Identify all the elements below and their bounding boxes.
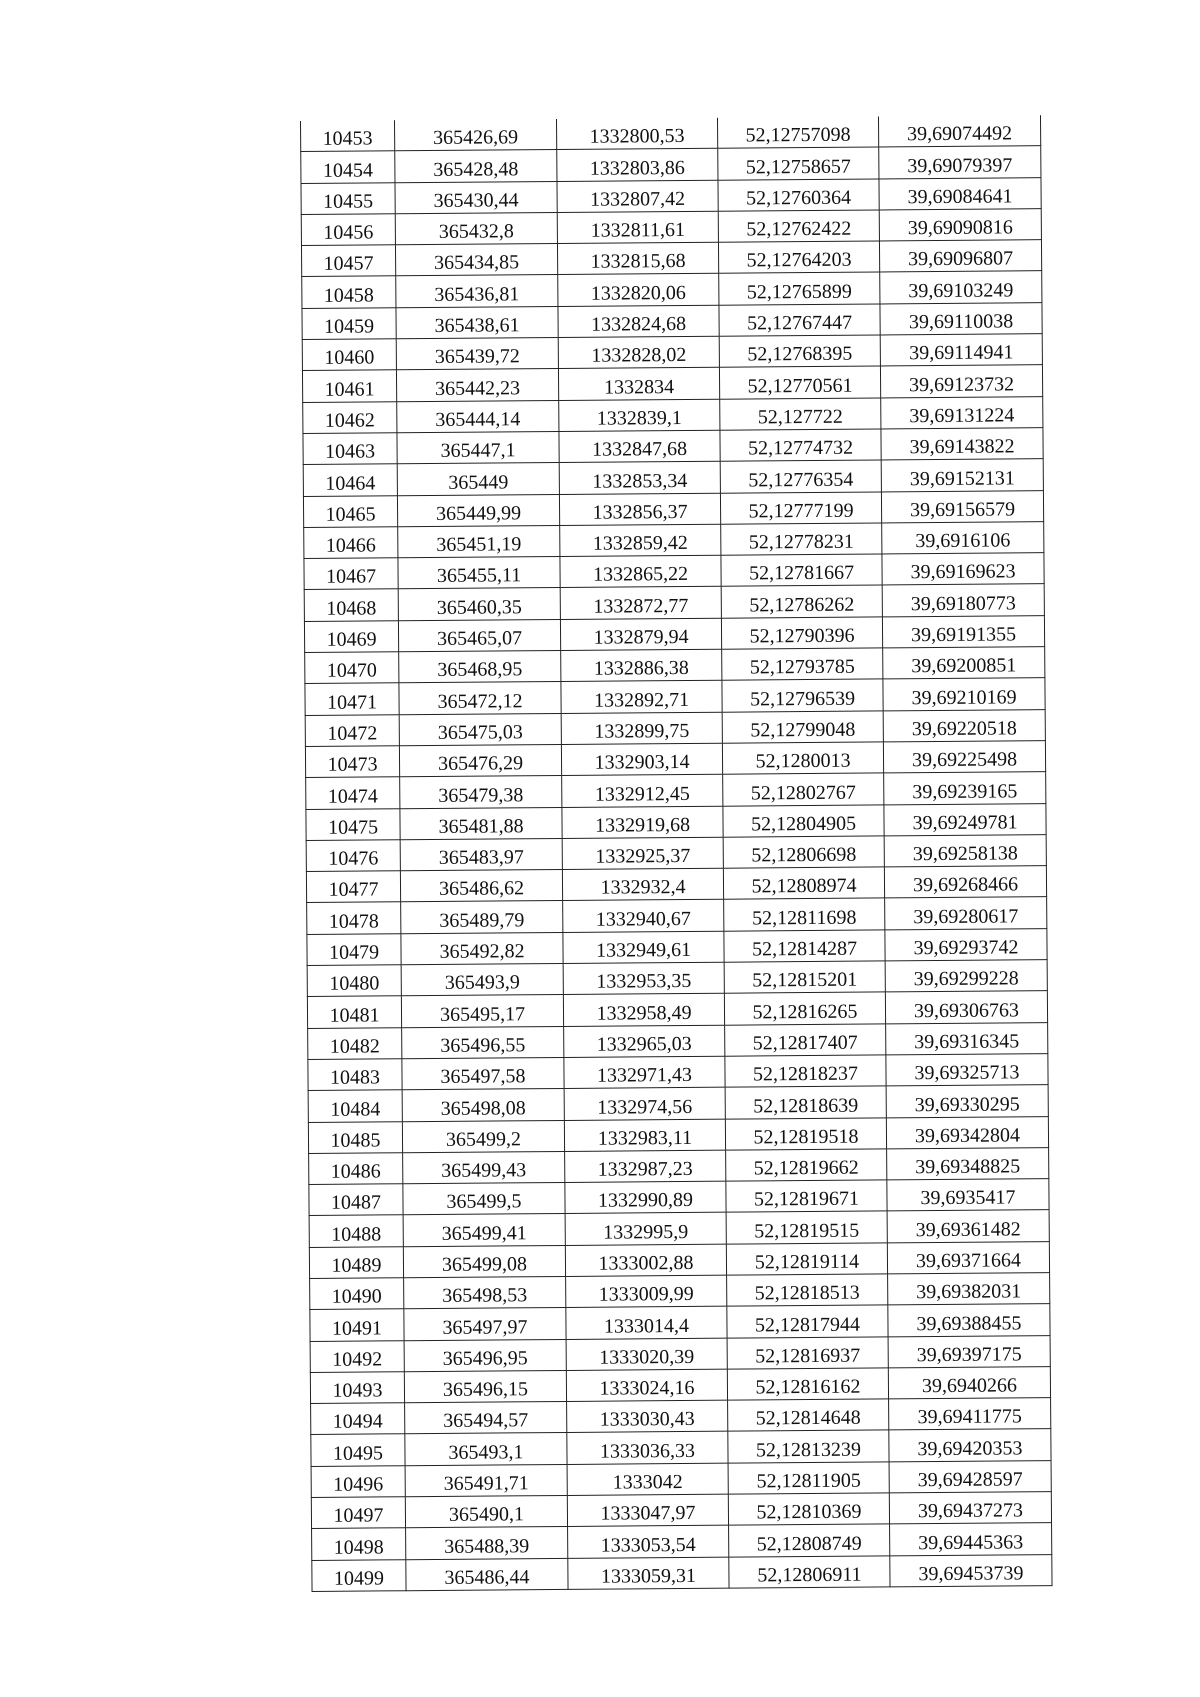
y-coordinate-cell: 1332940,67 xyxy=(563,900,724,933)
latitude-cell: 52,12819671 xyxy=(726,1180,887,1213)
table-row xyxy=(308,1022,1048,1059)
longitude-cell: 39,69316345 xyxy=(886,1022,1048,1055)
latitude-cell: 52,12818237 xyxy=(725,1055,886,1088)
x-coordinate-cell: 365499,08 xyxy=(403,1245,565,1278)
table-row xyxy=(303,428,1043,465)
y-coordinate-cell: 1332892,71 xyxy=(561,681,722,714)
latitude-cell: 52,12810369 xyxy=(728,1493,889,1526)
latitude-cell: 52,12768395 xyxy=(719,335,880,368)
longitude-cell: 39,69397175 xyxy=(888,1335,1050,1368)
point-number-cell: 10497 xyxy=(311,1497,405,1529)
longitude-cell: 39,69079397 xyxy=(879,146,1041,179)
longitude-cell: 39,69293742 xyxy=(885,928,1047,961)
table-row xyxy=(302,365,1042,402)
x-coordinate-cell: 365492,82 xyxy=(401,932,563,965)
longitude-cell: 39,69074492 xyxy=(878,115,1040,147)
point-number-cell: 10481 xyxy=(307,996,401,1028)
latitude-cell: 52,12819114 xyxy=(726,1243,887,1276)
longitude-cell: 39,69330295 xyxy=(886,1085,1048,1118)
table-row xyxy=(311,1398,1051,1435)
latitude-cell: 52,12776354 xyxy=(720,460,881,493)
point-number-cell: 10484 xyxy=(308,1090,402,1122)
table-row xyxy=(304,615,1044,652)
longitude-cell: 39,69342804 xyxy=(886,1116,1048,1149)
longitude-cell: 39,69348825 xyxy=(887,1147,1049,1180)
table-row xyxy=(305,741,1045,778)
longitude-cell: 39,69325713 xyxy=(886,1054,1048,1087)
latitude-cell: 52,12813239 xyxy=(728,1430,889,1463)
y-coordinate-cell: 1333020,39 xyxy=(566,1338,727,1371)
longitude-cell: 39,69306763 xyxy=(885,991,1047,1024)
y-coordinate-cell: 1332912,45 xyxy=(562,774,723,807)
latitude-cell: 52,12819662 xyxy=(726,1149,887,1182)
latitude-cell: 52,12817944 xyxy=(727,1305,888,1338)
latitude-cell: 52,12757098 xyxy=(717,116,878,148)
table-row xyxy=(301,240,1041,277)
y-coordinate-cell: 1332853,34 xyxy=(559,461,720,494)
table-row xyxy=(305,709,1045,746)
table-row xyxy=(302,271,1042,308)
table-row xyxy=(306,834,1046,871)
longitude-cell: 39,69103249 xyxy=(880,271,1042,304)
y-coordinate-cell: 1332834 xyxy=(558,368,719,401)
point-number-cell: 10480 xyxy=(307,965,401,997)
longitude-cell: 39,69180773 xyxy=(882,584,1044,617)
table-row xyxy=(311,1429,1051,1466)
y-coordinate-cell: 1332800,53 xyxy=(556,118,717,150)
table-row xyxy=(306,866,1046,903)
longitude-cell: 39,69382031 xyxy=(888,1273,1050,1306)
longitude-cell: 39,69225498 xyxy=(883,741,1045,774)
y-coordinate-cell: 1332828,02 xyxy=(558,336,719,369)
table-row xyxy=(308,1116,1048,1153)
y-coordinate-cell: 1332803,86 xyxy=(557,149,718,182)
longitude-cell: 39,69156579 xyxy=(881,490,1043,523)
latitude-cell: 52,12790396 xyxy=(721,617,882,650)
longitude-cell: 39,69249781 xyxy=(884,803,1046,836)
point-number-cell: 10466 xyxy=(304,527,398,559)
point-number-cell: 10463 xyxy=(303,433,397,465)
longitude-cell: 39,69123732 xyxy=(880,365,1042,398)
latitude-cell: 52,12819515 xyxy=(726,1211,887,1244)
x-coordinate-cell: 365483,97 xyxy=(400,838,562,871)
x-coordinate-cell: 365499,2 xyxy=(402,1120,564,1153)
table-row xyxy=(307,991,1047,1028)
x-coordinate-cell: 365442,23 xyxy=(396,369,558,402)
x-coordinate-cell: 365495,17 xyxy=(401,995,563,1028)
latitude-cell: 52,12796539 xyxy=(722,679,883,712)
latitude-cell: 52,12770561 xyxy=(719,366,880,399)
table-row xyxy=(311,1460,1051,1497)
x-coordinate-cell: 365428,48 xyxy=(395,150,557,183)
table-row xyxy=(305,647,1045,684)
table-row xyxy=(309,1147,1049,1184)
point-number-cell: 10489 xyxy=(309,1246,403,1278)
x-coordinate-cell: 365451,19 xyxy=(398,525,560,558)
table-row xyxy=(304,522,1044,559)
y-coordinate-cell: 1332987,23 xyxy=(565,1150,726,1183)
latitude-cell: 52,12817407 xyxy=(725,1024,886,1057)
point-number-cell: 10465 xyxy=(303,495,397,527)
x-coordinate-cell: 365486,62 xyxy=(400,870,562,903)
table-row xyxy=(301,209,1041,246)
x-coordinate-cell: 365455,11 xyxy=(398,557,560,590)
table-row xyxy=(306,772,1046,809)
x-coordinate-cell: 365476,29 xyxy=(399,744,561,777)
latitude-cell: 52,12762422 xyxy=(718,210,879,243)
latitude-cell: 52,12816162 xyxy=(727,1368,888,1401)
latitude-cell: 52,12781667 xyxy=(721,554,882,587)
longitude-cell: 39,6935417 xyxy=(887,1179,1049,1212)
point-number-cell: 10483 xyxy=(308,1059,402,1091)
longitude-cell: 39,69090816 xyxy=(879,209,1041,242)
longitude-cell: 39,69210169 xyxy=(883,678,1045,711)
table-row xyxy=(307,960,1047,997)
point-number-cell: 10461 xyxy=(302,370,396,402)
point-number-cell: 10488 xyxy=(309,1215,403,1247)
table-row xyxy=(306,803,1046,840)
longitude-cell: 39,69437273 xyxy=(889,1492,1051,1525)
x-coordinate-cell: 365447,1 xyxy=(397,431,559,464)
table-row xyxy=(310,1367,1050,1404)
latitude-cell: 52,12767447 xyxy=(719,304,880,337)
table-row xyxy=(302,302,1042,339)
longitude-cell: 39,69220518 xyxy=(883,709,1045,742)
table-row xyxy=(310,1304,1050,1341)
latitude-cell: 52,12818513 xyxy=(727,1274,888,1307)
latitude-cell: 52,12786262 xyxy=(721,585,882,618)
x-coordinate-cell: 365498,53 xyxy=(404,1276,566,1309)
table-row xyxy=(303,490,1043,527)
latitude-cell: 52,12764203 xyxy=(718,241,879,274)
y-coordinate-cell: 1332919,68 xyxy=(562,806,723,839)
longitude-cell: 39,69110038 xyxy=(880,302,1042,335)
point-number-cell: 10473 xyxy=(305,746,399,778)
table-row xyxy=(311,1492,1051,1529)
table-row xyxy=(308,1085,1048,1122)
latitude-cell: 52,12811905 xyxy=(728,1462,889,1495)
latitude-cell: 52,12760364 xyxy=(718,179,879,212)
latitude-cell: 52,12808974 xyxy=(723,867,884,900)
table-row xyxy=(301,146,1041,183)
longitude-cell: 39,69096807 xyxy=(879,240,1041,273)
table-row xyxy=(312,1554,1052,1591)
x-coordinate-cell: 365449,99 xyxy=(397,494,559,527)
longitude-cell: 39,69280617 xyxy=(885,897,1047,930)
y-coordinate-cell: 1332995,9 xyxy=(565,1213,726,1246)
point-number-cell: 10474 xyxy=(306,777,400,809)
point-number-cell: 10495 xyxy=(311,1434,405,1466)
point-number-cell: 10493 xyxy=(310,1372,404,1404)
x-coordinate-cell: 365465,07 xyxy=(398,619,560,652)
x-coordinate-cell: 365434,85 xyxy=(395,244,557,277)
x-coordinate-cell: 365481,88 xyxy=(400,807,562,840)
y-coordinate-cell: 1332856,37 xyxy=(559,493,720,526)
point-number-cell: 10492 xyxy=(310,1340,404,1372)
x-coordinate-cell: 365497,58 xyxy=(402,1057,564,1090)
y-coordinate-cell: 1332847,68 xyxy=(559,430,720,463)
point-number-cell: 10469 xyxy=(304,620,398,652)
x-coordinate-cell: 365468,95 xyxy=(399,651,561,684)
x-coordinate-cell: 365493,9 xyxy=(401,963,563,996)
latitude-cell: 52,12816937 xyxy=(727,1336,888,1369)
table-row xyxy=(304,584,1044,621)
longitude-cell: 39,69420353 xyxy=(889,1429,1051,1462)
y-coordinate-cell: 1332971,43 xyxy=(564,1056,725,1089)
y-coordinate-cell: 1332903,14 xyxy=(561,743,722,776)
longitude-cell: 39,69084641 xyxy=(879,177,1041,210)
y-coordinate-cell: 1332983,11 xyxy=(564,1119,725,1152)
y-coordinate-cell: 1332839,1 xyxy=(559,399,720,432)
longitude-cell: 39,69169623 xyxy=(882,553,1044,586)
latitude-cell: 52,12815201 xyxy=(724,961,885,994)
point-number-cell: 10464 xyxy=(303,464,397,496)
x-coordinate-cell: 365494,57 xyxy=(405,1402,567,1435)
x-coordinate-cell: 365426,69 xyxy=(394,119,556,151)
point-number-cell: 10490 xyxy=(310,1278,404,1310)
latitude-cell: 52,12814287 xyxy=(724,930,885,963)
latitude-cell: 52,12808749 xyxy=(729,1524,890,1557)
latitude-cell: 52,12777199 xyxy=(720,492,881,525)
point-number-cell: 10491 xyxy=(310,1309,404,1341)
y-coordinate-cell: 1332859,42 xyxy=(560,524,721,557)
x-coordinate-cell: 365499,41 xyxy=(403,1214,565,1247)
table-row xyxy=(307,928,1047,965)
y-coordinate-cell: 1332965,03 xyxy=(564,1025,725,1058)
longitude-cell: 39,69361482 xyxy=(887,1210,1049,1243)
coordinate-table-sheet xyxy=(300,115,1052,1592)
y-coordinate-cell: 1332824,68 xyxy=(558,305,719,338)
longitude-cell: 39,69200851 xyxy=(883,647,1045,680)
y-coordinate-cell: 1332865,22 xyxy=(560,555,721,588)
longitude-cell: 39,69445363 xyxy=(890,1523,1052,1556)
table-row xyxy=(307,897,1047,934)
point-number-cell: 10498 xyxy=(312,1528,406,1560)
x-coordinate-cell: 365436,81 xyxy=(396,275,558,308)
longitude-cell: 39,69258138 xyxy=(884,834,1046,867)
latitude-cell: 52,1280013 xyxy=(722,742,883,775)
longitude-cell: 39,69143822 xyxy=(881,428,1043,461)
longitude-cell: 39,69131224 xyxy=(881,396,1043,429)
point-number-cell: 10487 xyxy=(309,1184,403,1216)
latitude-cell: 52,12811698 xyxy=(724,898,885,931)
point-number-cell: 10499 xyxy=(312,1559,406,1591)
x-coordinate-cell: 365498,08 xyxy=(402,1089,564,1122)
point-number-cell: 10496 xyxy=(311,1465,405,1497)
latitude-cell: 52,12774732 xyxy=(720,429,881,462)
x-coordinate-cell: 365496,95 xyxy=(404,1339,566,1372)
y-coordinate-cell: 1333014,4 xyxy=(566,1306,727,1339)
latitude-cell: 52,127722 xyxy=(720,398,881,431)
point-number-cell: 10494 xyxy=(311,1403,405,1435)
x-coordinate-cell: 365432,8 xyxy=(395,212,557,245)
point-number-cell: 10458 xyxy=(302,276,396,308)
longitude-cell: 39,6940266 xyxy=(888,1367,1050,1400)
latitude-cell: 52,12819518 xyxy=(725,1117,886,1150)
y-coordinate-cell: 1333024,16 xyxy=(566,1369,727,1402)
x-coordinate-cell: 365488,39 xyxy=(406,1527,568,1560)
latitude-cell: 52,12765899 xyxy=(719,272,880,305)
coordinate-table xyxy=(300,115,1053,1592)
y-coordinate-cell: 1333047,97 xyxy=(567,1494,728,1527)
point-number-cell: 10482 xyxy=(308,1027,402,1059)
x-coordinate-cell: 365490,1 xyxy=(405,1496,567,1529)
latitude-cell: 52,12814648 xyxy=(728,1399,889,1432)
longitude-cell: 39,69453739 xyxy=(890,1554,1052,1587)
table-row xyxy=(309,1179,1049,1216)
x-coordinate-cell: 365496,15 xyxy=(404,1370,566,1403)
table-row xyxy=(300,115,1040,152)
y-coordinate-cell: 1333059,31 xyxy=(568,1557,729,1590)
x-coordinate-cell: 365499,43 xyxy=(403,1151,565,1184)
x-coordinate-cell: 365479,38 xyxy=(400,776,562,809)
longitude-cell: 39,69299228 xyxy=(885,960,1047,993)
y-coordinate-cell: 1333030,43 xyxy=(567,1400,728,1433)
point-number-cell: 10455 xyxy=(301,182,395,214)
latitude-cell: 52,12799048 xyxy=(722,711,883,744)
point-number-cell: 10472 xyxy=(305,714,399,746)
y-coordinate-cell: 1332872,77 xyxy=(560,587,721,620)
point-number-cell: 10486 xyxy=(309,1153,403,1185)
point-number-cell: 10471 xyxy=(305,683,399,715)
x-coordinate-cell: 365439,72 xyxy=(396,338,558,371)
y-coordinate-cell: 1332815,68 xyxy=(557,242,718,275)
point-number-cell: 10468 xyxy=(304,589,398,621)
point-number-cell: 10453 xyxy=(300,120,394,152)
x-coordinate-cell: 365491,71 xyxy=(405,1464,567,1497)
longitude-cell: 39,69152131 xyxy=(881,459,1043,492)
x-coordinate-cell: 365489,79 xyxy=(401,901,563,934)
latitude-cell: 52,12806911 xyxy=(729,1556,890,1589)
x-coordinate-cell: 365496,55 xyxy=(402,1026,564,1059)
y-coordinate-cell: 1332949,61 xyxy=(563,931,724,964)
y-coordinate-cell: 1333036,33 xyxy=(567,1432,728,1465)
y-coordinate-cell: 1332932,4 xyxy=(562,868,723,901)
longitude-cell: 39,69411775 xyxy=(889,1398,1051,1431)
x-coordinate-cell: 365438,61 xyxy=(396,306,558,339)
x-coordinate-cell: 365475,03 xyxy=(399,713,561,746)
x-coordinate-cell: 365497,97 xyxy=(404,1308,566,1341)
x-coordinate-cell: 365499,5 xyxy=(403,1183,565,1216)
y-coordinate-cell: 1333009,99 xyxy=(566,1275,727,1308)
table-row xyxy=(308,1054,1048,1091)
x-coordinate-cell: 365444,14 xyxy=(397,400,559,433)
table-row xyxy=(301,177,1041,214)
longitude-cell: 39,69388455 xyxy=(888,1304,1050,1337)
x-coordinate-cell: 365493,1 xyxy=(405,1433,567,1466)
point-number-cell: 10475 xyxy=(306,808,400,840)
point-number-cell: 10477 xyxy=(306,871,400,903)
longitude-cell: 39,69114941 xyxy=(880,334,1042,367)
y-coordinate-cell: 1332807,42 xyxy=(557,180,718,213)
x-coordinate-cell: 365486,44 xyxy=(406,1558,568,1591)
latitude-cell: 52,12778231 xyxy=(721,523,882,556)
table-row xyxy=(309,1210,1049,1247)
y-coordinate-cell: 1332974,56 xyxy=(564,1087,725,1120)
y-coordinate-cell: 1332811,61 xyxy=(557,211,718,244)
y-coordinate-cell: 1333042 xyxy=(567,1463,728,1496)
longitude-cell: 39,6916106 xyxy=(882,522,1044,555)
point-number-cell: 10470 xyxy=(305,652,399,684)
longitude-cell: 39,69428597 xyxy=(889,1460,1051,1493)
table-row xyxy=(309,1241,1049,1278)
y-coordinate-cell: 1332953,35 xyxy=(563,962,724,995)
latitude-cell: 52,12806698 xyxy=(723,836,884,869)
table-row xyxy=(302,334,1042,371)
point-number-cell: 10476 xyxy=(306,840,400,872)
point-number-cell: 10467 xyxy=(304,558,398,590)
longitude-cell: 39,69268466 xyxy=(884,866,1046,899)
y-coordinate-cell: 1332820,06 xyxy=(558,274,719,307)
point-number-cell: 10460 xyxy=(302,339,396,371)
x-coordinate-cell: 365430,44 xyxy=(395,181,557,214)
coordinate-table-body xyxy=(300,115,1052,1591)
latitude-cell: 52,12793785 xyxy=(722,648,883,681)
y-coordinate-cell: 1332925,37 xyxy=(562,837,723,870)
table-row xyxy=(312,1523,1052,1560)
y-coordinate-cell: 1333002,88 xyxy=(565,1244,726,1277)
point-number-cell: 10479 xyxy=(307,933,401,965)
x-coordinate-cell: 365460,35 xyxy=(398,588,560,621)
point-number-cell: 10485 xyxy=(308,1121,402,1153)
y-coordinate-cell: 1332958,49 xyxy=(563,994,724,1027)
y-coordinate-cell: 1332886,38 xyxy=(561,649,722,682)
latitude-cell: 52,12816265 xyxy=(724,992,885,1025)
y-coordinate-cell: 1332879,94 xyxy=(560,618,721,651)
table-row xyxy=(303,459,1043,496)
x-coordinate-cell: 365449 xyxy=(397,463,559,496)
latitude-cell: 52,12802767 xyxy=(723,773,884,806)
longitude-cell: 39,69371664 xyxy=(887,1241,1049,1274)
latitude-cell: 52,12758657 xyxy=(718,147,879,180)
table-row xyxy=(303,396,1043,433)
point-number-cell: 10462 xyxy=(303,401,397,433)
table-row xyxy=(310,1335,1050,1372)
point-number-cell: 10478 xyxy=(307,902,401,934)
longitude-cell: 39,69239165 xyxy=(884,772,1046,805)
point-number-cell: 10457 xyxy=(301,245,395,277)
x-coordinate-cell: 365472,12 xyxy=(399,682,561,715)
point-number-cell: 10459 xyxy=(302,308,396,340)
y-coordinate-cell: 1332899,75 xyxy=(561,712,722,745)
latitude-cell: 52,12818639 xyxy=(725,1086,886,1119)
table-row xyxy=(310,1273,1050,1310)
table-row xyxy=(305,678,1045,715)
latitude-cell: 52,12804905 xyxy=(723,804,884,837)
longitude-cell: 39,69191355 xyxy=(882,615,1044,648)
point-number-cell: 10454 xyxy=(301,151,395,183)
y-coordinate-cell: 1333053,54 xyxy=(568,1526,729,1559)
table-row xyxy=(304,553,1044,590)
point-number-cell: 10456 xyxy=(301,214,395,246)
y-coordinate-cell: 1332990,89 xyxy=(565,1181,726,1214)
